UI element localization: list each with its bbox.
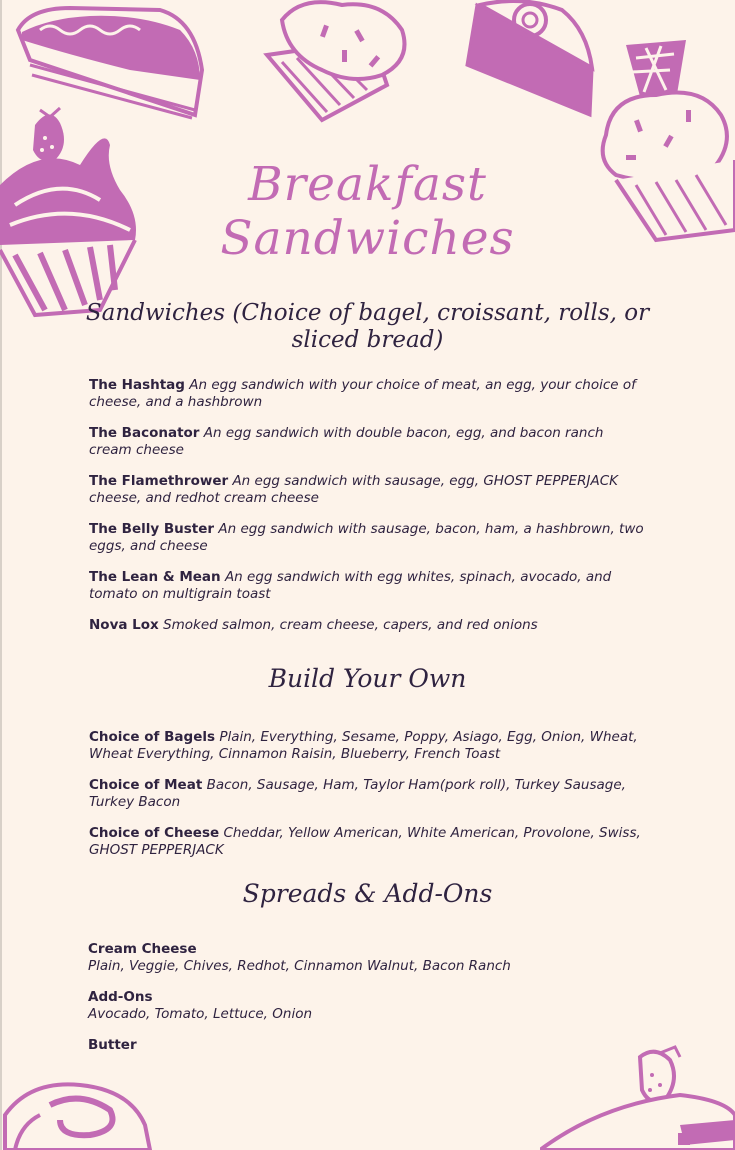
item-name: Cream Cheese [88,941,197,957]
title-line-1: Breakfast [248,157,487,212]
swirl-cake-slice-icon [462,0,602,120]
item-description: An egg sandwich with egg whites, spinach, avocado, and tomato on multigrain toast [89,569,612,602]
item-name: Choice of Bagels [89,729,216,745]
item-name: Choice of Meat [89,777,203,793]
item-name: The Lean & Mean [89,569,221,585]
page-title [0,158,735,266]
sandwiches-list [89,377,649,648]
item-description: An egg sandwich with sausage, egg, GHOST PEPPERJACK cheese, and redhot cream cheese [89,473,619,506]
menu-item [89,521,649,555]
title-line-2: Sandwiches [220,211,515,266]
menu-item [89,377,649,411]
spreads-heading: Spreads & Add-Ons [242,879,493,908]
menu-item [89,473,649,507]
item-name: The Flamethrower [89,473,229,489]
item-description: Bacon, Sausage, Ham, Taylor Ham(pork roll), Turkey Sausage, Turkey Bacon [89,777,626,810]
item-name: The Belly Buster [89,521,215,537]
item-name: Choice of Cheese [89,825,220,841]
item-name: The Baconator [89,425,200,441]
item-description: Plain, Everything, Sesame, Poppy, Asiago, Egg, Onion, Wheat, Wheat Everything, Cinnamon Raisin, Blueberry, French Toast [89,729,638,762]
build-list [89,729,649,873]
spreads-list [88,941,648,1068]
menu-item [89,777,649,811]
item-description: Plain, Veggie, Chives, Redhot, Cinnamon Walnut, Bacon Ranch [88,958,511,974]
addon-item [88,989,648,1023]
item-description: Avocado, Tomato, Lettuce, Onion [88,1006,313,1022]
menu-item [89,729,649,763]
sandwiches-heading: Sandwiches (Choice of bagel, croissant, rolls, or sliced bread) [85,300,650,353]
addon-item [88,1037,648,1054]
item-description: An egg sandwich with sausage, bacon, ham, a hashbrown, two eggs, and cheese [89,521,644,554]
item-description: Smoked salmon, cream cheese, capers, and red onions [163,617,538,633]
addon-item [88,941,648,975]
item-description: An egg sandwich with your choice of meat, an egg, your choice of cheese, and a hashbrown [89,377,636,410]
item-name: Nova Lox [89,617,159,633]
menu-item [89,425,649,459]
menu-item [89,825,649,859]
item-description: An egg sandwich with double bacon, egg, and bacon ranch cream cheese [89,425,604,458]
build-heading: Build Your Own [268,664,467,693]
item-name: The Hashtag [89,377,185,393]
item-description: Cheddar, Yellow American, White American, Provolone, Swiss, GHOST PEPPERJACK [89,825,641,858]
menu-item [89,617,649,634]
item-name: Butter [88,1037,137,1053]
item-name: Add-Ons [88,989,153,1005]
cupcake-icon [262,0,412,125]
swirl-roll-cake-icon [0,1075,160,1150]
menu-item [89,569,649,603]
